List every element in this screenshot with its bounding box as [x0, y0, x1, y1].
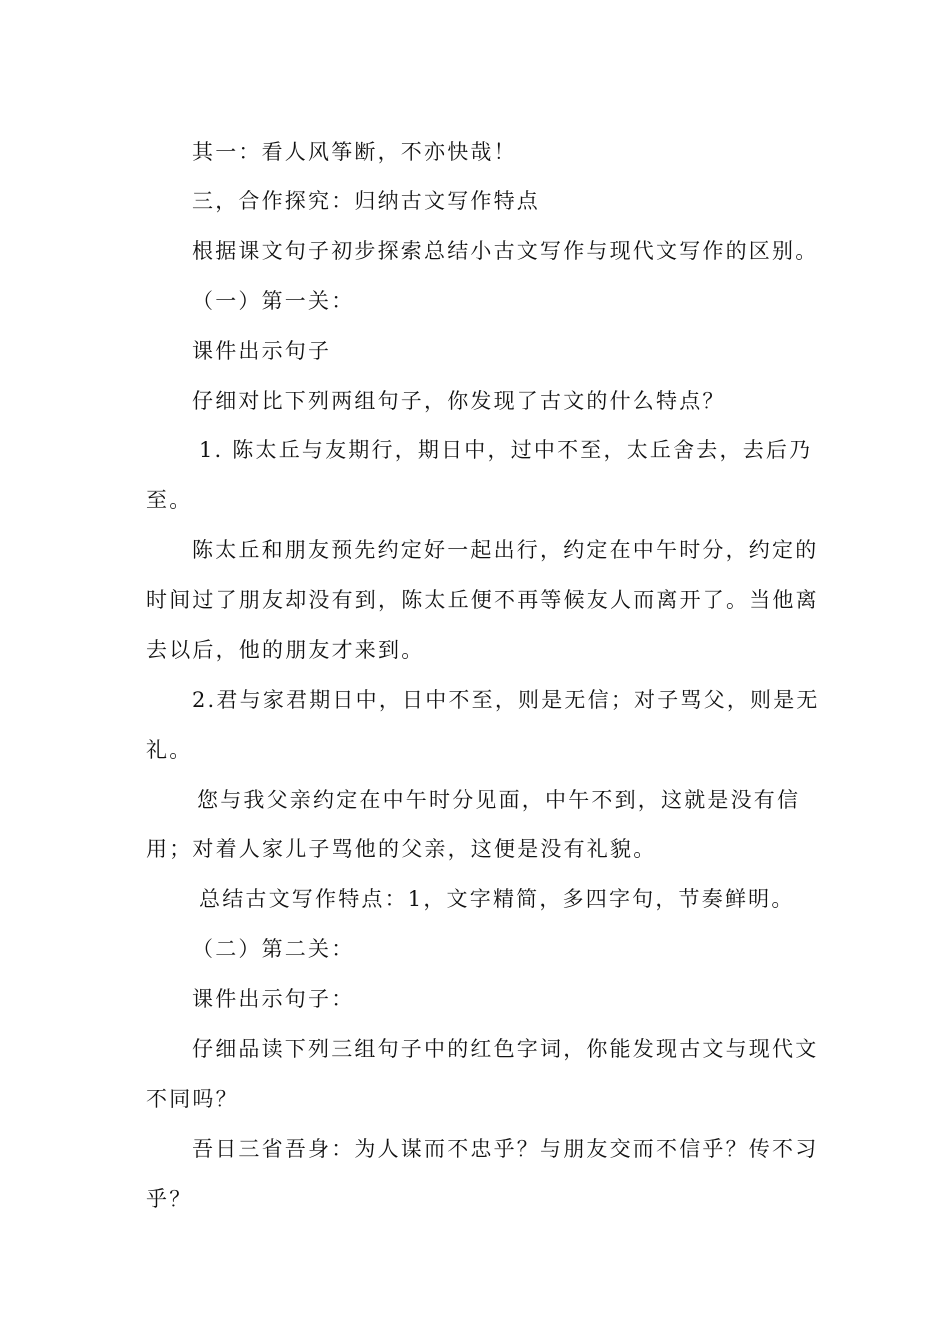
section-heading-3: 三，合作探究：归纳古文写作特点 [192, 189, 540, 213]
example-1-classical-cont: 至。 [146, 488, 193, 512]
example-2-modern: 您与我父亲约定在中午时分见面，中午不到，这就是没有信 [197, 788, 801, 812]
quote-line-cont: 乎？ [146, 1187, 193, 1211]
text-line-19: 仔细品读下列三组句子中的红色字词，你能发现古文与现代文 [192, 1037, 819, 1061]
example-2-modern-cont: 用；对着人家儿子骂他的父亲，这便是没有礼貌。 [146, 837, 657, 861]
example-1-classical: 1. 陈太丘与友期行，期日中，过中不至，太丘舍去，去后乃 [199, 438, 813, 462]
example-2-classical-cont: 礼。 [146, 738, 193, 762]
example-1-modern: 陈太丘和朋友预先约定好一起出行，约定在中午时分，约定的 [192, 538, 819, 562]
quote-line: 吾日三省吾身：为人谋而不忠乎？与朋友交而不信乎？传不习 [192, 1137, 819, 1161]
text-line-18: 课件出示句子： [192, 987, 355, 1011]
text-line-19-cont: 不同吗？ [146, 1087, 239, 1111]
summary-line: 总结古文写作特点：1，文字精简，多四字句，节奏鲜明。 [199, 887, 795, 911]
text-line-6: 仔细对比下列两组句子，你发现了古文的什么特点？ [192, 389, 726, 413]
subsection-heading-1: （一）第一关： [192, 289, 355, 313]
text-line-1: 其一：看人风筝断，不亦快哉！ [192, 140, 517, 164]
text-line-3: 根据课文句子初步探索总结小古文写作与现代文写作的区别。 [192, 239, 819, 263]
example-2-classical: 2.君与家君期日中，日中不至，则是无信；对子骂父，则是无 [192, 688, 820, 712]
subsection-heading-2: （二）第二关： [192, 937, 355, 961]
example-1-modern-cont-2: 去以后，他的朋友才来到。 [146, 638, 425, 662]
text-line-5: 课件出示句子 [192, 339, 332, 363]
example-1-modern-cont: 时间过了朋友却没有到，陈太丘便不再等候友人而离开了。当他离 [146, 588, 819, 612]
